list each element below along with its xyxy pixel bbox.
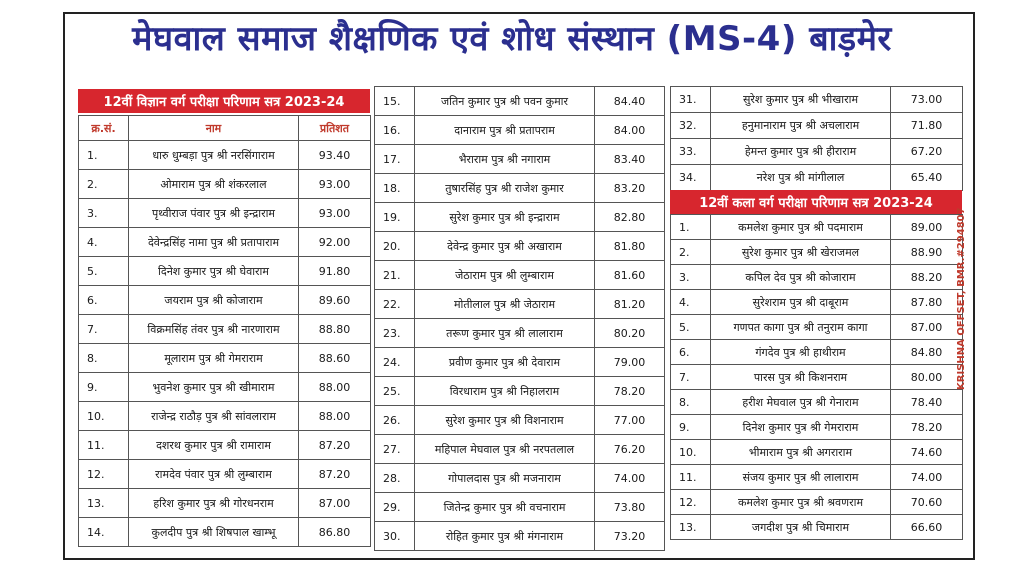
- student-name: गोपालदास पुत्र श्री मजनाराम: [415, 464, 595, 493]
- percentage: 88.00: [299, 402, 371, 431]
- percentage: 81.60: [595, 261, 665, 290]
- serial-number: 13.: [79, 489, 129, 518]
- student-name: सुरेश कुमार पुत्र श्री भीखाराम: [711, 87, 891, 113]
- percentage: 73.00: [891, 87, 963, 113]
- serial-number: 12.: [671, 490, 711, 515]
- table-row: [79, 141, 371, 170]
- student-name: रोहित कुमार पुत्र श्री मंगनाराम: [415, 522, 595, 551]
- page-title: मेघवाल समाज शैक्षणिक एवं शोध संस्थान (MS-4) बाड़मेर: [132, 19, 892, 59]
- table-row: [79, 460, 371, 489]
- student-name: जतिन कुमार पुत्र श्री पवन कुमार: [415, 87, 595, 116]
- percentage: 65.40: [891, 165, 963, 191]
- percentage: 89.60: [299, 286, 371, 315]
- serial-number: 11.: [79, 431, 129, 460]
- table-row: [375, 232, 665, 261]
- table-row: [375, 319, 665, 348]
- table-row: [79, 228, 371, 257]
- percentage: 93.00: [299, 199, 371, 228]
- table-header-row: [79, 116, 371, 141]
- serial-number: 5.: [79, 257, 129, 286]
- table-row: [375, 435, 665, 464]
- student-name: जगदीश पुत्र श्री चिमाराम: [711, 515, 891, 540]
- percentage: 73.20: [595, 522, 665, 551]
- percentage: 81.80: [595, 232, 665, 261]
- serial-number: 1.: [671, 215, 711, 240]
- table-row: [375, 493, 665, 522]
- serial-number: 10.: [671, 440, 711, 465]
- student-name: विक्रमसिंह तंवर पुत्र श्री नारणाराम: [129, 315, 299, 344]
- percentage: 66.60: [891, 515, 963, 540]
- table-row: [375, 145, 665, 174]
- table-row: [671, 315, 963, 340]
- table-row: [671, 515, 963, 540]
- serial-number: 11.: [671, 465, 711, 490]
- serial-number: 22.: [375, 290, 415, 319]
- student-name: भुवनेश कुमार पुत्र श्री खीमाराम: [129, 373, 299, 402]
- student-name: नरेश पुत्र श्री मांगीलाल: [711, 165, 891, 191]
- serial-number: 2.: [79, 170, 129, 199]
- table-row: [375, 203, 665, 232]
- serial-number: 1.: [79, 141, 129, 170]
- serial-number: 6.: [79, 286, 129, 315]
- student-name: देवेन्द्र कुमार पुत्र श्री अखाराम: [415, 232, 595, 261]
- table-row: [671, 265, 963, 290]
- student-name: सुरेश कुमार पुत्र श्री खेराजमल: [711, 240, 891, 265]
- table-row: [671, 390, 963, 415]
- serial-number: 7.: [79, 315, 129, 344]
- table-row: [671, 465, 963, 490]
- serial-number: 6.: [671, 340, 711, 365]
- serial-number: 29.: [375, 493, 415, 522]
- table-row: [375, 261, 665, 290]
- serial-number: 34.: [671, 165, 711, 191]
- serial-number: 17.: [375, 145, 415, 174]
- serial-number: 13.: [671, 515, 711, 540]
- table-row: [79, 402, 371, 431]
- percentage: 92.00: [299, 228, 371, 257]
- student-name: प्रवीण कुमार पुत्र श्री देवाराम: [415, 348, 595, 377]
- percentage: 87.00: [891, 315, 963, 340]
- student-name: हरिश कुमार पुत्र श्री गोरधनराम: [129, 489, 299, 518]
- percentage: 83.20: [595, 174, 665, 203]
- student-name: कुलदीप पुत्र श्री शिषपाल खाम्भू: [129, 518, 299, 547]
- percentage: 84.40: [595, 87, 665, 116]
- student-name: दानाराम पुत्र श्री प्रतापराम: [415, 116, 595, 145]
- percentage: 87.20: [299, 460, 371, 489]
- table-row: [79, 170, 371, 199]
- student-name: गणपत कागा पुत्र श्री तनुराम कागा: [711, 315, 891, 340]
- table-row: [671, 290, 963, 315]
- science-results-table-part-2: [374, 86, 665, 551]
- student-name: हनुमानाराम पुत्र श्री अचलाराम: [711, 113, 891, 139]
- student-name: रामदेव पंवार पुत्र श्री लुम्बाराम: [129, 460, 299, 489]
- student-name: जयराम पुत्र श्री कोजाराम: [129, 286, 299, 315]
- table-row: [671, 240, 963, 265]
- serial-number: 26.: [375, 406, 415, 435]
- table-row: [79, 373, 371, 402]
- serial-number: 18.: [375, 174, 415, 203]
- table-row: [375, 522, 665, 551]
- arts-result-banner: 12वीं कला वर्ग परीक्षा परिणाम सत्र 2023-24: [670, 190, 962, 214]
- student-name: पृथ्वीराज पंवार पुत्र श्री इन्द्राराम: [129, 199, 299, 228]
- serial-number: 7.: [671, 365, 711, 390]
- percentage: 74.60: [891, 440, 963, 465]
- student-name: तुषारसिंह पुत्र श्री राजेश कुमार: [415, 174, 595, 203]
- percentage: 70.60: [891, 490, 963, 515]
- serial-number: 12.: [79, 460, 129, 489]
- table-row: [671, 440, 963, 465]
- science-results-table-part-3: [670, 86, 963, 191]
- student-name: हरीश मेघवाल पुत्र श्री गेनाराम: [711, 390, 891, 415]
- table-row: [79, 431, 371, 460]
- percentage: 79.00: [595, 348, 665, 377]
- student-name: कपिल देव पुत्र श्री कोजाराम: [711, 265, 891, 290]
- percentage: 76.20: [595, 435, 665, 464]
- serial-number: 21.: [375, 261, 415, 290]
- science-results-table-part-1: [78, 115, 371, 547]
- percentage: 88.80: [299, 315, 371, 344]
- table-row: [375, 87, 665, 116]
- percentage: 80.20: [595, 319, 665, 348]
- student-name: भैराराम पुत्र श्री नगाराम: [415, 145, 595, 174]
- percentage: 74.00: [891, 465, 963, 490]
- table-row: [79, 489, 371, 518]
- serial-number: 31.: [671, 87, 711, 113]
- serial-number: 8.: [671, 390, 711, 415]
- percent-header: प्रतिशत: [299, 116, 371, 141]
- table-row: [671, 490, 963, 515]
- serial-number: 3.: [671, 265, 711, 290]
- student-name: सुरेशराम पुत्र श्री दाबूराम: [711, 290, 891, 315]
- serial-number: 32.: [671, 113, 711, 139]
- student-name: विरधाराम पुत्र श्री निहालराम: [415, 377, 595, 406]
- percentage: 78.20: [595, 377, 665, 406]
- serial-number: 10.: [79, 402, 129, 431]
- student-name: दिनेश कुमार पुत्र श्री घेवाराम: [129, 257, 299, 286]
- student-name: धारु धुम्बड़ा पुत्र श्री नरसिंगाराम: [129, 141, 299, 170]
- percentage: 81.20: [595, 290, 665, 319]
- student-name: भीमाराम पुत्र श्री अगराराम: [711, 440, 891, 465]
- percentage: 74.00: [595, 464, 665, 493]
- percentage: 89.00: [891, 215, 963, 240]
- serial-number: 5.: [671, 315, 711, 340]
- student-name: महिपाल मेघवाल पुत्र श्री नरपतलाल: [415, 435, 595, 464]
- percentage: 88.20: [891, 265, 963, 290]
- percentage: 82.80: [595, 203, 665, 232]
- percentage: 84.00: [595, 116, 665, 145]
- percentage: 80.00: [891, 365, 963, 390]
- student-name: कमलेश कुमार पुत्र श्री श्रवणराम: [711, 490, 891, 515]
- name-header: नाम: [129, 116, 299, 141]
- student-name: मूलाराम पुत्र श्री गेमराराम: [129, 344, 299, 373]
- table-row: [79, 286, 371, 315]
- table-row: [375, 290, 665, 319]
- serial-number: 4.: [79, 228, 129, 257]
- student-name: सुरेश कुमार पुत्र श्री इन्द्राराम: [415, 203, 595, 232]
- percentage: 93.00: [299, 170, 371, 199]
- table-row: [375, 377, 665, 406]
- serial-number: 16.: [375, 116, 415, 145]
- serial-number: 8.: [79, 344, 129, 373]
- table-row: [375, 464, 665, 493]
- table-row: [671, 113, 963, 139]
- percentage: 93.40: [299, 141, 371, 170]
- student-name: गंगदेव पुत्र श्री हाथीराम: [711, 340, 891, 365]
- student-name: राजेन्द्र राठौड़ पुत्र श्री सांवलाराम: [129, 402, 299, 431]
- table-row: [79, 257, 371, 286]
- student-name: तरूण कुमार पुत्र श्री लालाराम: [415, 319, 595, 348]
- percentage: 88.90: [891, 240, 963, 265]
- serial-number: 9.: [671, 415, 711, 440]
- percentage: 87.80: [891, 290, 963, 315]
- serial-number: 19.: [375, 203, 415, 232]
- serial-number: 9.: [79, 373, 129, 402]
- percentage: 84.80: [891, 340, 963, 365]
- percentage: 67.20: [891, 139, 963, 165]
- percentage: 73.80: [595, 493, 665, 522]
- serial-number: 33.: [671, 139, 711, 165]
- student-name: संजय कुमार पुत्र श्री लालाराम: [711, 465, 891, 490]
- table-row: [79, 518, 371, 547]
- percentage: 87.20: [299, 431, 371, 460]
- student-name: मोतीलाल पुत्र श्री जेठाराम: [415, 290, 595, 319]
- student-name: देवेन्द्रसिंह नामा पुत्र श्री प्रतापाराम: [129, 228, 299, 257]
- table-row: [671, 139, 963, 165]
- serial-number: 4.: [671, 290, 711, 315]
- table-row: [375, 174, 665, 203]
- percentage: 86.80: [299, 518, 371, 547]
- serial-number: 27.: [375, 435, 415, 464]
- table-row: [79, 315, 371, 344]
- student-name: जितेन्द्र कुमार पुत्र श्री वचनाराम: [415, 493, 595, 522]
- percentage: 77.00: [595, 406, 665, 435]
- table-row: [671, 340, 963, 365]
- science-result-banner: 12वीं विज्ञान वर्ग परीक्षा परिणाम सत्र 2023-24: [78, 89, 370, 113]
- table-row: [671, 165, 963, 191]
- serial-number: 14.: [79, 518, 129, 547]
- table-row: [79, 344, 371, 373]
- serial-number: 15.: [375, 87, 415, 116]
- table-row: [671, 365, 963, 390]
- percentage: 91.80: [299, 257, 371, 286]
- table-row: [671, 415, 963, 440]
- serial-number: 20.: [375, 232, 415, 261]
- serial-number: 2.: [671, 240, 711, 265]
- percentage: 78.20: [891, 415, 963, 440]
- student-name: हेमन्त कुमार पुत्र श्री हीराराम: [711, 139, 891, 165]
- student-name: ओमाराम पुत्र श्री शंकरलाल: [129, 170, 299, 199]
- student-name: कमलेश कुमार पुत्र श्री पदमाराम: [711, 215, 891, 240]
- serial-number: 25.: [375, 377, 415, 406]
- table-row: [375, 116, 665, 145]
- serial-number: 28.: [375, 464, 415, 493]
- serial-number: 24.: [375, 348, 415, 377]
- student-name: सुरेश कुमार पुत्र श्री विशनाराम: [415, 406, 595, 435]
- table-row: [671, 215, 963, 240]
- percentage: 83.40: [595, 145, 665, 174]
- serial-header: क्र.सं.: [79, 116, 129, 141]
- student-name: दशरथ कुमार पुत्र श्री रामाराम: [129, 431, 299, 460]
- table-row: [79, 199, 371, 228]
- arts-results-table: [670, 214, 963, 540]
- student-name: पारस पुत्र श्री किशनराम: [711, 365, 891, 390]
- table-row: [375, 406, 665, 435]
- serial-number: 3.: [79, 199, 129, 228]
- table-row: [671, 87, 963, 113]
- student-name: जेठाराम पुत्र श्री लुम्बाराम: [415, 261, 595, 290]
- percentage: 88.60: [299, 344, 371, 373]
- percentage: 87.00: [299, 489, 371, 518]
- printer-credit: KRISHNA OFFSET, BMR.#294807: [956, 207, 967, 390]
- percentage: 88.00: [299, 373, 371, 402]
- percentage: 78.40: [891, 390, 963, 415]
- student-name: दिनेश कुमार पुत्र श्री गेमराराम: [711, 415, 891, 440]
- table-row: [375, 348, 665, 377]
- serial-number: 23.: [375, 319, 415, 348]
- percentage: 71.80: [891, 113, 963, 139]
- serial-number: 30.: [375, 522, 415, 551]
